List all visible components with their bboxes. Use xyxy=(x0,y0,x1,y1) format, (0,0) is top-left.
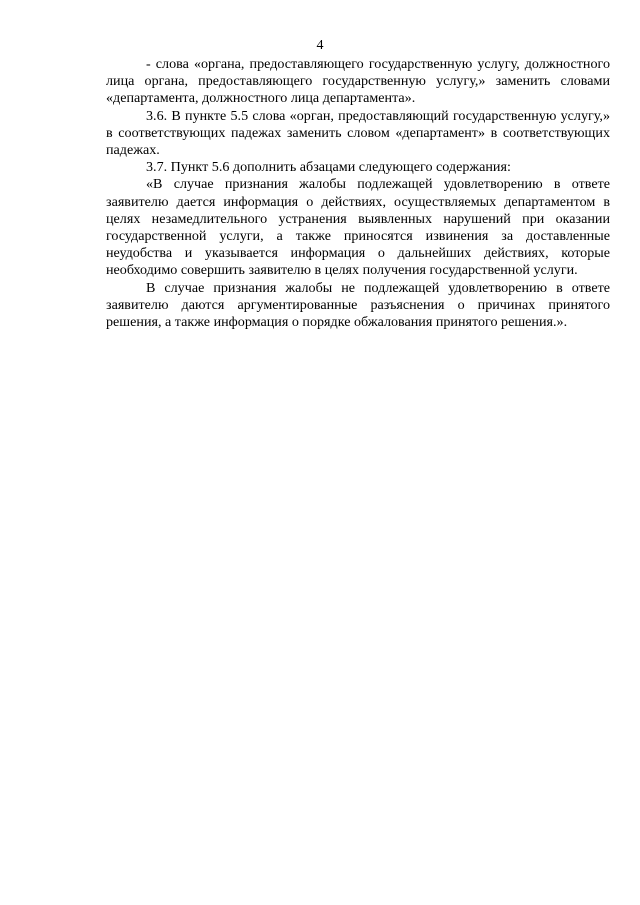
paragraph-complaint-satisfied: «В случае признания жалобы подлежащей удовлетворению в ответе заявителю дается информация о действиях, осуществляемых департаментом в целях незамедлительного устранения выявленных нарушений при оказании государственной услуги, а также приносятся извинения за доставленные неудобства и указывается информация о дальнейших действиях, которые необходимо совершить заявителю в целях получения государственной услуги. xyxy=(106,176,610,279)
page-number: 4 xyxy=(316,38,324,53)
paragraph-replace-wording: - слова «органа, предоставляющего государственную услугу, должностного лица органа, предоставляющего государственную услугу,» заменить словами «департамента, должностного лица департамента». xyxy=(106,56,610,107)
paragraph-item-3-6: 3.6. В пункте 5.5 слова «орган, предоставляющий государственную услугу,» в соответствующих падежах заменить словом «департамент» в соответствующих падежах. xyxy=(106,107,610,159)
paragraph-item-3-7: 3.7. Пункт 5.6 дополнить абзацами следующего содержания: xyxy=(146,159,511,176)
document-body xyxy=(106,56,610,331)
paragraph-complaint-rejected: В случае признания жалобы не подлежащей удовлетворению в ответе заявителю даются аргументированные разъяснения о причинах принятого решения, а также информация о порядке обжалования принятого решения.». xyxy=(106,279,610,331)
